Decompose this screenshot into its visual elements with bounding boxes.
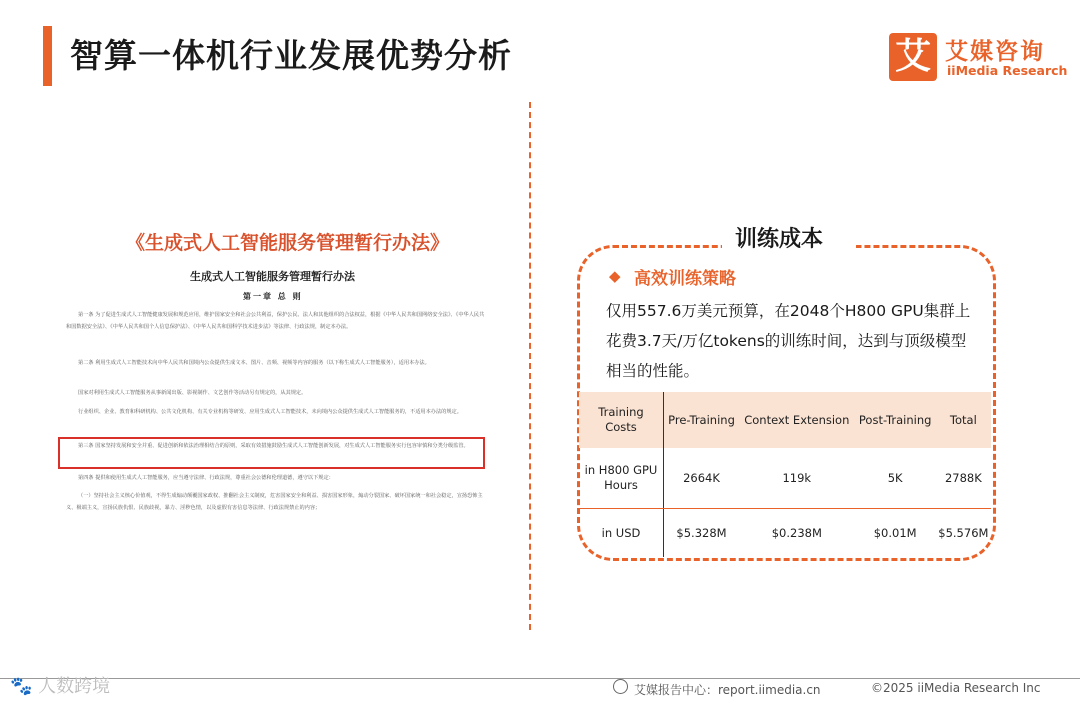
table-cell: in H800 GPU Hours: [579, 448, 664, 509]
table-header-cell: Post-Training: [855, 392, 936, 448]
document-paragraph: （一）坚持社会主义核心价值观，不得生成煽动颠覆国家政权、推翻社会主义制度，危害国家安全和利益、损害国家形象，煽动分裂国家、破坏国家统一和社会稳定，宣扬恐怖主义、极端主义，宣扬民族仇恨、民族歧视，暴力、淫秽色情，以及虚假有害信息等法律、行政法规禁止的内容；: [66, 493, 483, 511]
globe-icon: [613, 679, 628, 694]
table-header-cell: Total: [936, 392, 991, 448]
table-header-cell: Training Costs: [579, 392, 664, 448]
table-row: [579, 509, 991, 558]
table-header-cell: Pre-Training: [664, 392, 739, 448]
iimedia-logo: [889, 33, 1068, 81]
table-cell: $5.328M: [676, 525, 727, 540]
table-header-cell: Context Extension: [739, 392, 855, 448]
table-row: [579, 448, 991, 509]
footer-divider: [0, 678, 1080, 679]
logo-mark: 艾: [889, 33, 937, 81]
document-paragraph: 第二条 利用生成式人工智能技术向中华人民共和国境内公众提供生成文本、图片、音频、视频等内容的服务（以下称生成式人工智能服务），适用本办法。: [78, 360, 430, 366]
document-paragraph: 第三条 国家坚持发展和安全并重、促进创新和依法治理相结合的原则，采取有效措施鼓励生成式人工智能创新发展，对生成式人工智能服务实行包容审慎和分类分级监管。: [78, 443, 469, 449]
table-header-row: [579, 392, 991, 448]
title-accent-bar: [43, 26, 52, 86]
table-cell: 2788K: [936, 448, 991, 509]
diamond-bullet-icon: ◆: [609, 267, 621, 285]
table-cell: $0.238M: [771, 525, 822, 540]
document-subtitle: 生成式人工智能服务管理暂行办法: [190, 270, 355, 283]
card-title: 训练成本: [735, 227, 824, 252]
table-cell: 119k: [739, 448, 855, 509]
table-cell: 2664K: [664, 448, 739, 509]
footer-site-link[interactable]: 艾媒报告中心：report.iimedia.cn: [634, 683, 821, 697]
page-title: 智算一体机行业发展优势分析: [70, 36, 512, 75]
document-paragraph: 行业组织、企业、教育和科研机构、公共文化机构、有关专业机构等研发、应用生成式人工智能技术，未向境内公众提供生成式人工智能服务的，不适用本办法的规定。: [78, 409, 462, 415]
table-cell: $0.01M: [873, 525, 917, 540]
highlight-box: [58, 437, 485, 469]
footer-copyright: ©2025 iiMedia Research Inc: [871, 681, 1041, 695]
card-body-text: 仅用557.6万美元预算，在2048个H800 GPU集群上花费3.7天/万亿tokens的训练时间，达到与顶级模型相当的性能。: [606, 302, 971, 380]
document-paragraph: 第一条 为了促进生成式人工智能健康发展和规范应用，维护国家安全和社会公共利益，保护公民、法人和其他组织的合法权益，根据《中华人民共和国网络安全法》、《中华人民共和国数据安全法》、《中华人民共和国个人信息保护法》、《中华人民共和国科学技术进步法》等法律、行政法规，制定本办法。: [66, 312, 485, 330]
table-cell: 5K: [855, 448, 936, 509]
document-title: 《生成式人工智能服务管理暂行办法》: [126, 232, 450, 254]
document-paragraph: 第四条 提供和使用生成式人工智能服务，应当遵守法律、行政法规，尊重社会公德和伦理道德，遵守以下规定：: [78, 475, 334, 481]
section-title: 高效训练策略: [634, 269, 736, 289]
document-paragraph: 国家对利用生成式人工智能服务从事新闻出版、影视制作、文艺创作等活动另有规定的，从其规定。: [78, 390, 307, 396]
training-cost-table: [579, 392, 991, 557]
logo-english-name: iiMedia Research: [947, 63, 1068, 78]
dashed-divider: [529, 102, 531, 630]
table-cell: in USD: [579, 509, 664, 558]
watermark: 🐾 人数跨境: [10, 676, 111, 697]
document-chapter: 第一章 总 则: [243, 291, 303, 301]
table-cell: $5.576M: [938, 525, 989, 540]
logo-chinese-name: 艾媒咨询: [945, 39, 1045, 65]
